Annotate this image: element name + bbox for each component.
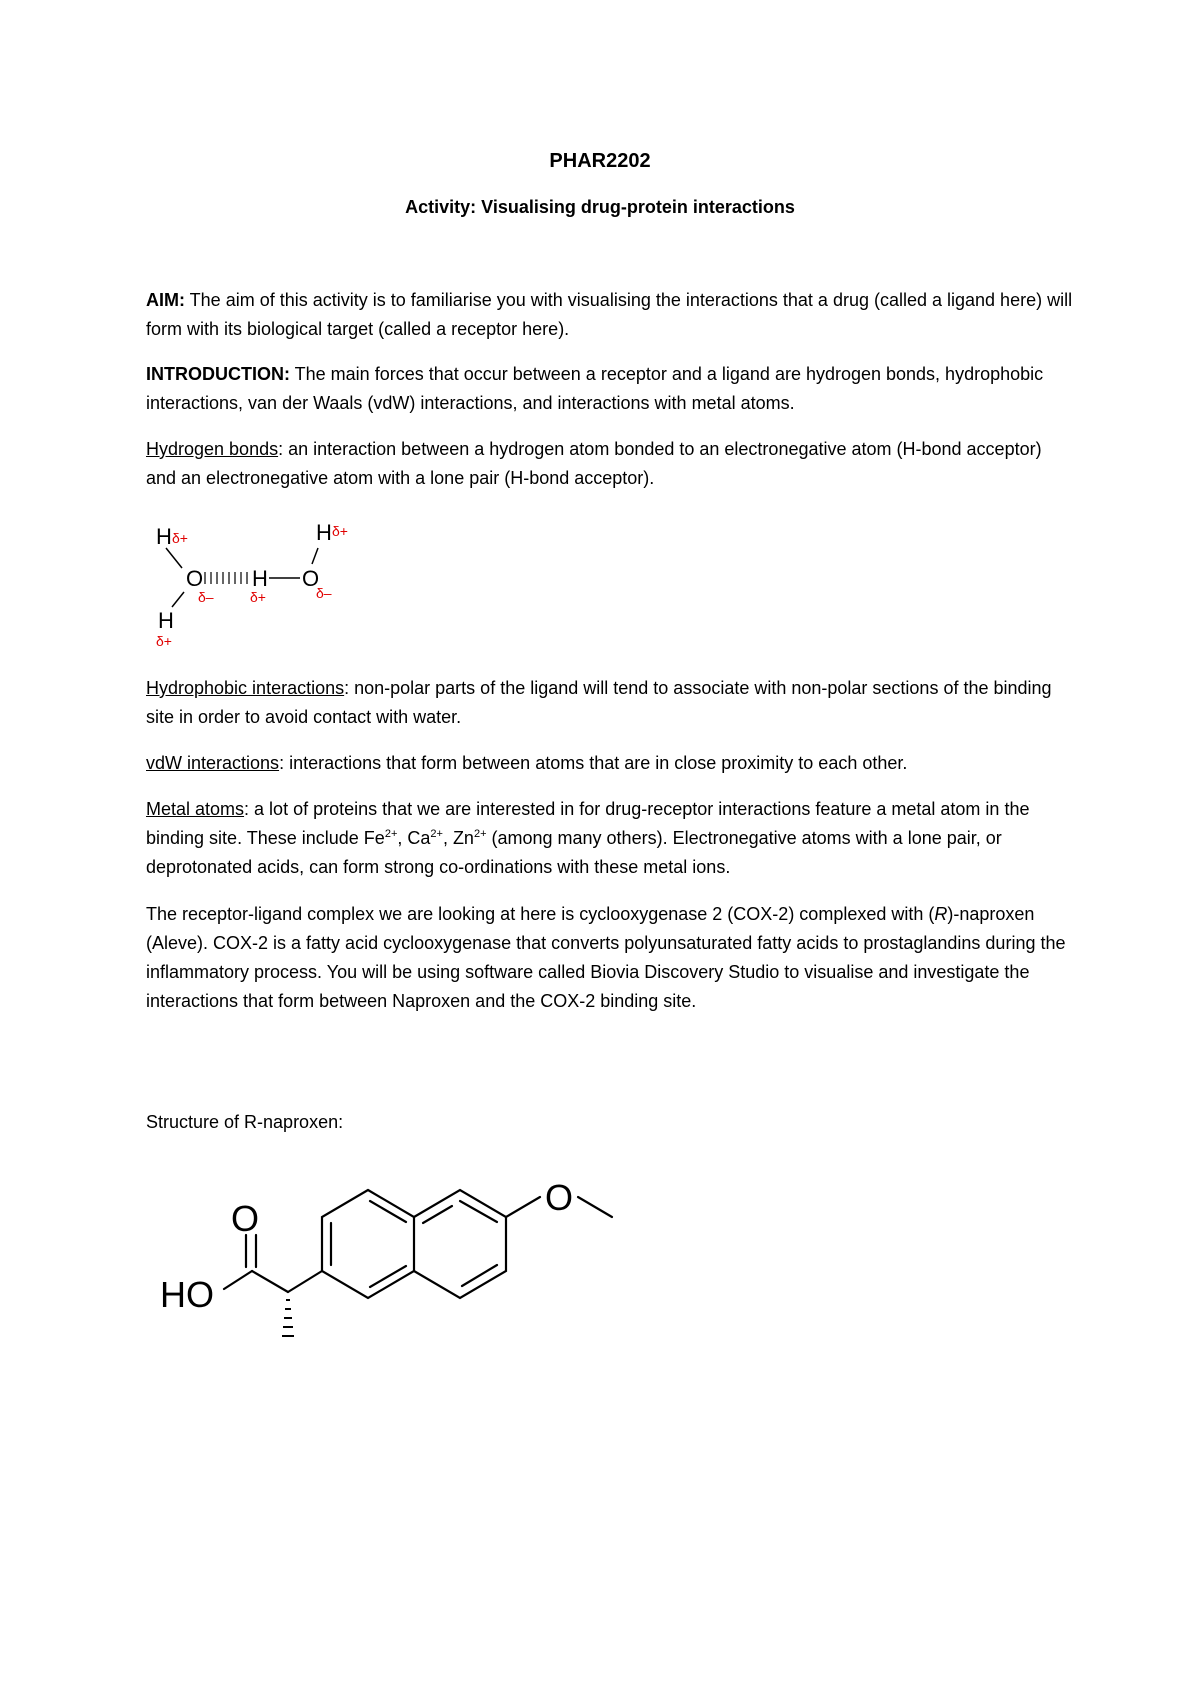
introduction-label: INTRODUCTION: xyxy=(146,364,290,384)
metal-atoms-paragraph xyxy=(146,795,1076,882)
hydrogen-bonds-term: Hydrogen bonds xyxy=(146,439,279,459)
delta-minus-o1: δ– xyxy=(198,589,214,605)
methoxy-oxygen-label: O xyxy=(545,1177,574,1218)
hydrophobic-text: : non-polar parts of the ligand will tend to associate with non-polar sections of the binding site in order to avoid contact with water. xyxy=(146,678,1052,727)
hydrogen-bond-figure xyxy=(140,510,400,655)
vdw-paragraph xyxy=(146,749,1076,778)
course-code-title: PHAR2202 xyxy=(549,150,651,172)
complex-text-b: )-naproxen (Aleve). COX-2 is a fatty acid cyclooxygenase that converts polyunsaturated fatty acids to prostaglandins during the inflammatory process. You will be using software called Biovia Discovery Studio to visualise and investigate the interactions that form between Naproxen and the COX-2 binding site. xyxy=(146,904,1066,1011)
hydroxyl-label: HO xyxy=(160,1274,214,1315)
delta-plus-h3: δ+ xyxy=(250,589,266,605)
metal-text-a: : a lot of proteins that we are interested in for drug-receptor interactions feature a metal atom in the binding site. These include Fe xyxy=(146,799,1030,848)
delta-plus-h4: δ+ xyxy=(332,523,348,539)
delta-minus-o2: δ– xyxy=(316,585,332,601)
introduction-paragraph xyxy=(146,360,1076,418)
complex-paragraph xyxy=(146,900,1076,1016)
naproxen-structure xyxy=(160,1155,680,1370)
complex-text-a: The receptor-ligand complex we are looking at here is cyclooxygenase 2 (COX-2) complexed with ( xyxy=(146,904,935,924)
hydrogen-bonds-paragraph xyxy=(146,435,1076,493)
atom-o-left: O xyxy=(186,566,204,591)
introduction-text: The main forces that occur between a receptor and a ligand are hydrogen bonds, hydrophobic interactions, van der Waals (vdW) interactions, and interactions with metal atoms. xyxy=(146,364,1044,413)
hydrogen-bonds-text: : an interaction between a hydrogen atom bonded to an electronegative atom (H-bond acceptor) and an electronegative atom with a lone pair (H-bond acceptor). xyxy=(146,439,1042,488)
aim-label: AIM: xyxy=(146,290,185,310)
zn-charge: 2+ xyxy=(473,828,487,840)
metal-text-b: , Ca xyxy=(397,828,431,848)
atom-h-top-right: H xyxy=(316,520,332,545)
atom-h-top-left: H xyxy=(156,524,172,549)
delta-plus-h2: δ+ xyxy=(156,633,172,649)
atom-h-center: H xyxy=(252,566,268,591)
hydrophobic-paragraph xyxy=(146,674,1076,732)
hydrophobic-term: Hydrophobic interactions xyxy=(146,678,345,698)
ca-charge: 2+ xyxy=(430,828,443,840)
metal-text-c: , Zn xyxy=(442,828,474,848)
aim-text: The aim of this activity is to familiarise you with visualising the interactions that a drug (called a ligand here) will form with its biological target (called a receptor here). xyxy=(146,290,1073,339)
atom-o-right: O xyxy=(302,566,320,591)
carbonyl-oxygen-label: O xyxy=(231,1198,260,1239)
fe-charge: 2+ xyxy=(384,828,398,840)
metal-text-d: (among many others). Electronegative atoms with a lone pair, or deprotonated acids, can form strong co-ordinations with these metal ions. xyxy=(146,828,1002,877)
metal-term: Metal atoms xyxy=(146,799,245,819)
delta-plus-h1: δ+ xyxy=(172,530,188,546)
activity-title: Activity: Visualising drug-protein interactions xyxy=(405,197,795,217)
complex-r-label: R xyxy=(934,904,948,924)
vdw-term: vdW interactions xyxy=(146,753,280,773)
stereo-hash-bond xyxy=(282,1300,294,1336)
vdw-text: : interactions that form between atoms that are in close proximity to each other. xyxy=(279,753,908,773)
atom-h-bottom: H xyxy=(158,608,174,633)
structure-label: Structure of R-naproxen: xyxy=(146,1112,344,1132)
aim-paragraph xyxy=(146,286,1076,344)
hydrogen-bond-dashes xyxy=(205,572,247,584)
